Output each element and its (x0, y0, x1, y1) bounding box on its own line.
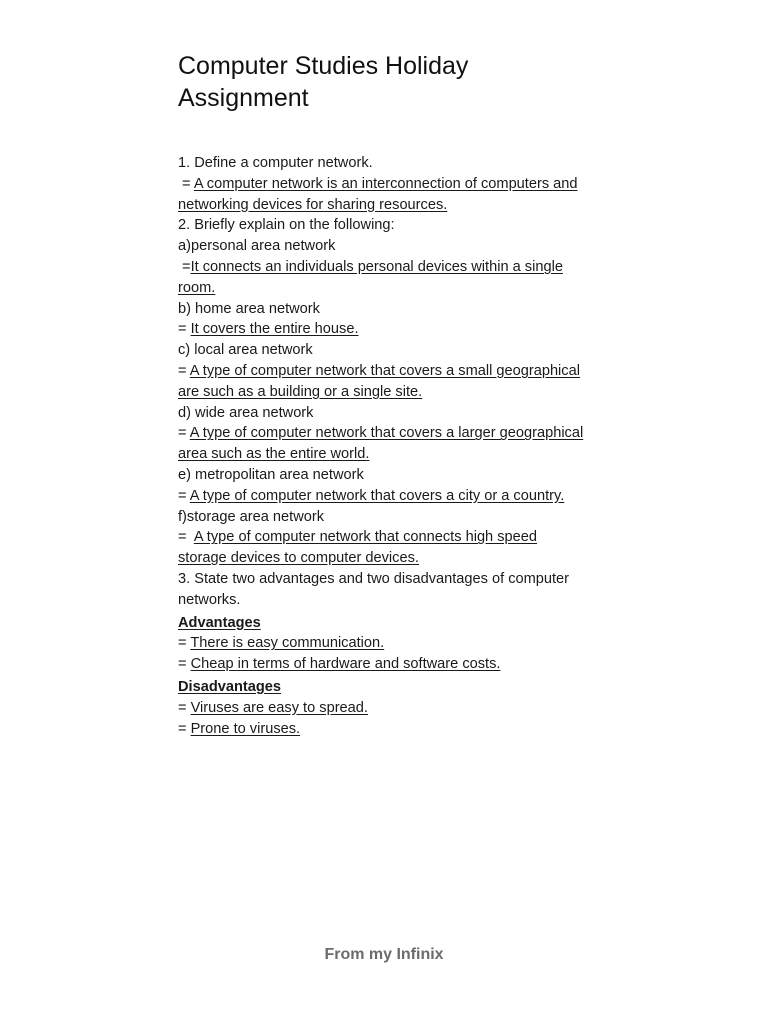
disadvantage-text: Viruses are easy to spread. (190, 699, 368, 716)
question-3-line-2: networks. (178, 591, 241, 608)
disadvantages-heading: Disadvantages (178, 678, 282, 695)
question-1: 1. Define a computer network. (178, 155, 373, 171)
item-d-answer-line-2: area such as the entire world. (178, 446, 370, 463)
item-e-label: e) metropolitan area network (178, 466, 364, 483)
answer-prefix: = (178, 321, 191, 338)
item-f-label: f)storage area network (178, 508, 325, 525)
item-a-label: a)personal area network (178, 238, 336, 255)
answer-prefix: = (178, 425, 190, 442)
answer-1-line-2: networking devices for sharing resources. (178, 196, 448, 213)
answer-prefix: = (178, 362, 190, 379)
answer-text: A type of computer network that covers a larger geographical (189, 425, 584, 442)
answer-prefix: = (178, 258, 191, 275)
answer-text: It covers the entire house. (190, 321, 359, 338)
item-d-answer-line-1 (178, 423, 598, 444)
disadvantage-item (178, 698, 598, 719)
answer-prefix: = (178, 175, 194, 192)
item-d-label: d) wide area network (178, 404, 314, 421)
item-c-answer-line-1 (178, 361, 598, 382)
item-f-answer-line-2: storage devices to computer devices. (178, 550, 419, 567)
advantage-item (178, 654, 598, 675)
advantage-text: There is easy communication. (190, 635, 385, 652)
advantage-item (178, 633, 598, 654)
title-line-2: Assignment (178, 84, 309, 112)
list-prefix: = (178, 635, 191, 652)
list-prefix: = (178, 720, 191, 737)
question-2: 2. Briefly explain on the following: (178, 217, 395, 234)
item-a-answer-line-1 (178, 257, 598, 278)
question-3-line-1: 3. State two advantages and two disadvantages of computer (178, 570, 570, 587)
item-e-answer-line-1 (178, 486, 598, 507)
item-b-label: b) home area network (178, 300, 320, 317)
item-a-answer-line-2: room. (178, 279, 216, 296)
item-c-answer-line-2: are such as a building or a single site. (178, 383, 423, 400)
list-prefix: = (178, 699, 191, 716)
title-line-1: Computer Studies Holiday (178, 52, 469, 80)
footer-watermark: From my Infinix (324, 946, 444, 963)
document-body (178, 153, 598, 739)
item-b-answer-line-1 (178, 319, 598, 340)
document-title (178, 50, 598, 114)
item-c-label: c) local area network (178, 342, 313, 359)
disadvantage-item (178, 719, 598, 740)
list-prefix: = (178, 656, 191, 673)
answer-text: It connects an individuals personal devices within a single (190, 258, 563, 275)
answer-1-line-1 (178, 174, 598, 195)
answer-text: A type of computer network that covers a small geographical (189, 362, 580, 379)
disadvantage-text: Prone to viruses. (190, 720, 301, 737)
answer-prefix: = (178, 529, 194, 546)
document-page (178, 50, 598, 739)
answer-text: A computer network is an interconnection of computers and (193, 175, 578, 192)
answer-text: A type of computer network that connects high speed (193, 529, 537, 546)
answer-text: A type of computer network that covers a city or a country. (189, 487, 565, 504)
advantages-heading: Advantages (178, 614, 261, 631)
answer-prefix: = (178, 487, 190, 504)
advantage-text: Cheap in terms of hardware and software costs. (190, 656, 501, 673)
item-f-answer-line-1 (178, 527, 598, 548)
